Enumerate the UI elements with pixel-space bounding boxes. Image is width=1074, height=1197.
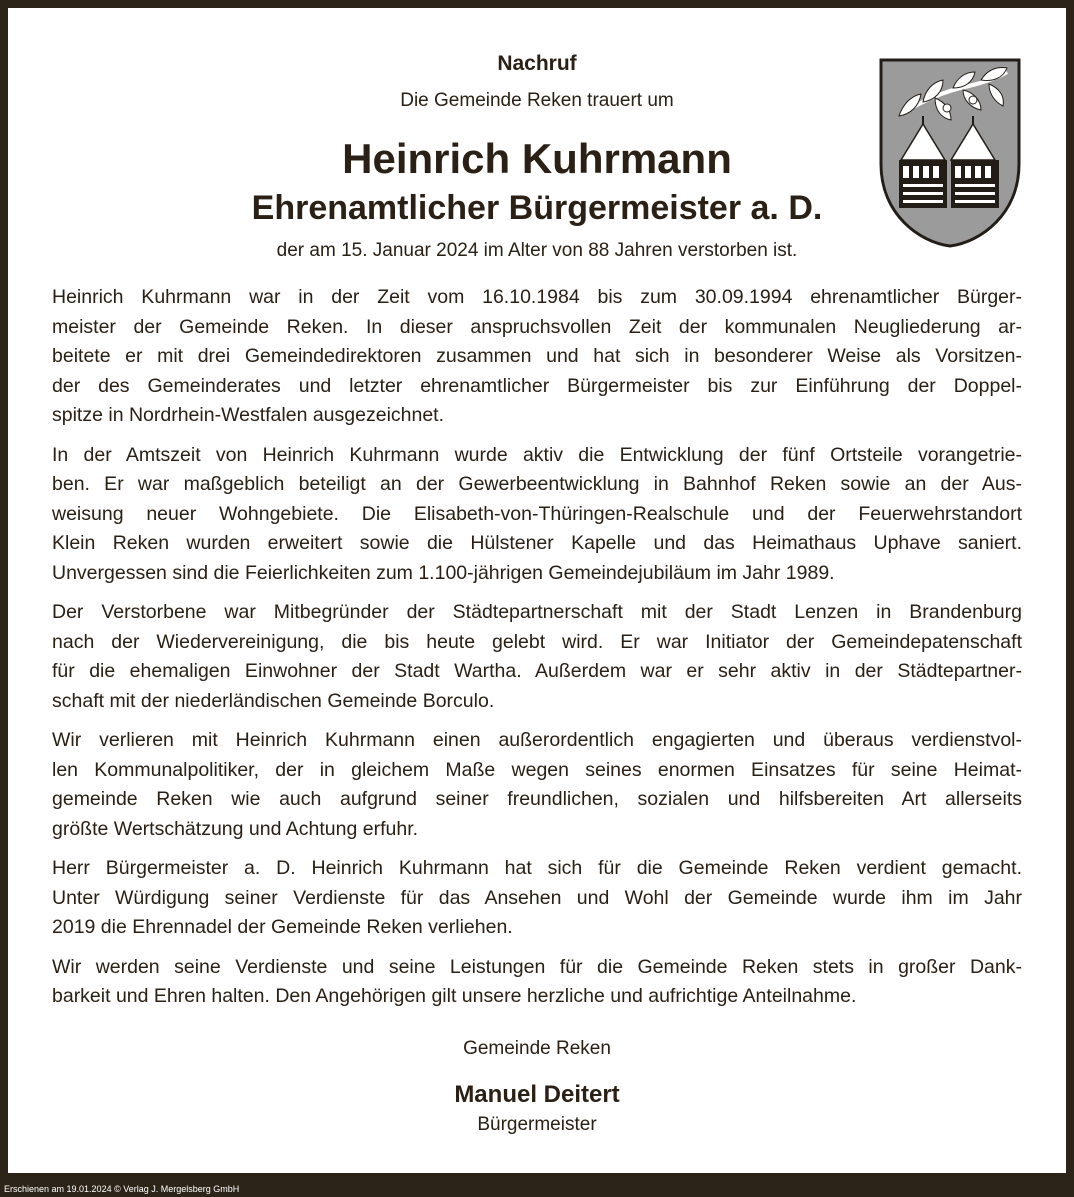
text-line: nach der Wiedervereinigung, die bis heute gelebt wird. Er war Initiator der Gemeindepatenschaft xyxy=(52,630,1022,653)
text-line: Herr Bürgermeister a. D. Heinrich Kuhrmann hat sich für die Gemeinde Reken verdient gemacht. xyxy=(52,857,1022,879)
obituary-heading: Nachruf xyxy=(497,52,577,75)
text-line: schaft mit der niederländischen Gemeinde Borculo. xyxy=(52,689,495,712)
text-line: Heinrich Kuhrmann war in der Zeit vom 16.10.1984 bis zum 30.09.1994 ehrenamtlicher Bürger- xyxy=(52,286,1022,308)
text-line: gemeinde Reken wie auch aufgrund seiner freundlichen, sozialen und hilfsbereiten Art allerseits xyxy=(52,788,1022,810)
text-line: Wir verlieren mit Heinrich Kuhrmann einen außerordentlich engagierten und überaus verdienstvol- xyxy=(52,729,1022,751)
paragraph xyxy=(52,726,1022,844)
paragraph xyxy=(52,598,1022,716)
text-line: Klein Reken wurden erweitert sowie die Hülstener Kapelle und das Heimathaus Uphave saniert. xyxy=(52,532,1022,554)
text-line: In der Amtszeit von Heinrich Kuhrmann wurde aktiv die Entwicklung der fünf Ortsteile vorangetrie- xyxy=(52,443,1022,466)
deceased-name: Heinrich Kuhrmann xyxy=(342,135,732,182)
text-line: der des Gemeinderates und letzter ehrenamtlicher Bürgermeister bis zur Einführung der Doppel- xyxy=(52,374,1022,397)
text-line: 2019 die Ehrennadel der Gemeinde Reken verliehen. xyxy=(52,916,513,938)
text-line: spitze in Nordrhein-Westfalen ausgezeichnet. xyxy=(52,404,445,426)
text-line: meister der Gemeinde Reken. In dieser anspruchsvollen Zeit der kommunalen Neugliederung ar- xyxy=(52,315,1022,338)
text-line: für die ehemaligen Einwohner der Stadt Wartha. Außerdem war er sehr aktiv in der Städtepartner- xyxy=(52,660,1022,682)
text-line: Der Verstorbene war Mitbegründer der Städtepartnerschaft mit der Stadt Lenzen in Brandenburg xyxy=(52,601,1022,623)
obituary-body xyxy=(52,283,1022,1022)
death-notice-line: der am 15. Januar 2024 im Alter von 88 Jahren verstorben ist. xyxy=(276,240,798,261)
text-line: len Kommunalpolitiker, der in gleichem Maße wegen seines enormen Einsatzes für seine Heimat- xyxy=(52,758,1022,781)
paragraph xyxy=(52,854,1022,943)
paragraph xyxy=(52,441,1022,589)
signature-organization: Gemeinde Reken xyxy=(463,1038,611,1059)
text-line: ben. Er war maßgeblich beteiligt an der Gewerbeentwicklung in Bahnhof Reken sowie an der Aus- xyxy=(52,473,1022,495)
text-line: weisung neuer Wohngebiete. Die Elisabeth-von-Thüringen-Realschule und der Feuerwehrstandort xyxy=(52,502,1022,525)
publication-footer: Erschienen am 19.01.2024 © Verlag J. Mergelsberg GmbH xyxy=(4,1184,240,1194)
deceased-title: Ehrenamtlicher Bürgermeister a. D. xyxy=(251,189,823,227)
paragraph xyxy=(52,953,1022,1012)
text-line: größte Wertschätzung und Achtung erfuhr. xyxy=(52,817,419,840)
mourning-statement: Die Gemeinde Reken trauert um xyxy=(400,90,674,111)
signature-name: Manuel Deitert xyxy=(454,1081,620,1108)
paragraph xyxy=(52,283,1022,431)
text-line: barkeit und Ehren halten. Den Angehörigen gilt unsere herzliche und aufrichtige Anteilnahme. xyxy=(52,985,857,1007)
text-line: beitete er mit drei Gemeindedirektoren zusammen und hat sich in besonderer Weise als Vorsitzen- xyxy=(52,345,1022,367)
signature-role: Bürgermeister xyxy=(477,1114,597,1135)
obituary-page xyxy=(8,8,1066,1173)
text-line: Wir werden seine Verdienste und seine Leistungen für die Gemeinde Reken stets in großer Dank- xyxy=(52,955,1022,978)
text-line: Unter Würdigung seiner Verdienste für das Ansehen und Wohl der Gemeinde wurde ihm im Jahr xyxy=(52,886,1022,909)
text-line: Unvergessen sind die Feierlichkeiten zum 1.100-jährigen Gemeindejubiläum im Jahr 1989. xyxy=(52,561,835,584)
